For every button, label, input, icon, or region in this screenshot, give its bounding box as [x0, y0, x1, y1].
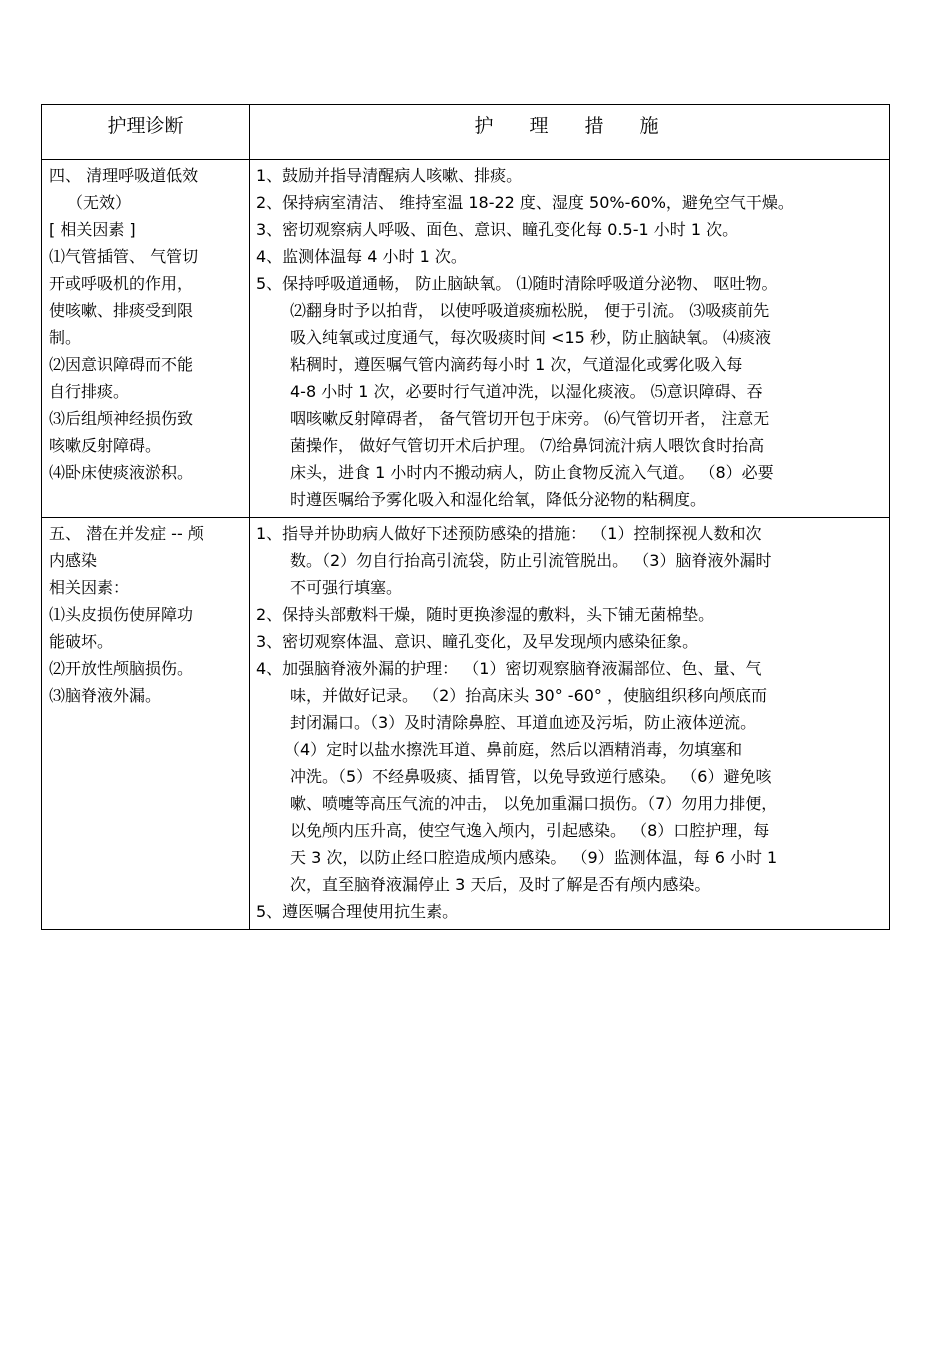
- diagnosis-line: ⑶后组颅神经损伤致: [49, 409, 194, 428]
- measure-line: 吸入纯氧或过度通气，每次吸痰时间 <15 秒，防止脑缺氧。 ⑷痰液: [290, 328, 772, 347]
- header-diagnosis: 护理诊断: [42, 105, 250, 160]
- measure-line: 3、密切观察体温、意识、瞳孔变化，及早发现颅内感染征象。: [256, 632, 699, 651]
- measure-line: 床头，进食 1 小时内不搬动病人，防止食物反流入气道。 （8）必要: [290, 463, 774, 482]
- table-row: [42, 518, 890, 930]
- diagnosis-line: 自行排痰。: [49, 382, 130, 401]
- measure-line: 封闭漏口。（3）及时清除鼻腔、耳道血迹及污垢，防止液体逆流。: [290, 713, 757, 732]
- diagnosis-line: ⑵因意识障碍而不能: [49, 355, 194, 374]
- measure-line: 次，直至脑脊液漏停止 3 天后，及时了解是否有颅内感染。: [290, 875, 711, 894]
- diagnosis-line: 五、 潜在并发症 -- 颅: [49, 524, 204, 543]
- measure-line: 咽咳嗽反射障碍者， 备气管切开包于床旁。 ⑹气管切开者， 注意无: [290, 409, 770, 428]
- measure-line: 4、监测体温每 4 小时 1 次。: [256, 247, 467, 266]
- diagnosis-cell: [42, 160, 250, 518]
- diagnosis-line: ⑶脑脊液外漏。: [49, 686, 162, 705]
- measure-line: 1、鼓励并指导清醒病人咳嗽、排痰。: [256, 166, 523, 185]
- measure-line: 数。（2）勿自行抬高引流袋，防止引流管脱出。 （3）脑脊液外漏时: [290, 551, 772, 570]
- header-measures: 护 理 措 施: [250, 105, 890, 160]
- diagnosis-line: 开或呼吸机的作用，: [49, 274, 194, 293]
- diagnosis-line: ⑴头皮损伤使屏障功: [49, 605, 194, 624]
- diagnosis-cell: [42, 518, 250, 930]
- diagnosis-line: ⑷卧床使痰液淤积。: [49, 463, 194, 482]
- diagnosis-line: ⑴气管插管、 气管切: [49, 247, 199, 266]
- diagnosis-line: 能破坏。: [49, 632, 114, 651]
- measure-line: 1、指导并协助病人做好下述预防感染的措施： （1）控制探视人数和次: [256, 524, 762, 543]
- diagnosis-line: 使咳嗽、排痰受到限: [49, 301, 194, 320]
- diagnosis-line: 内感染: [49, 551, 98, 570]
- diagnosis-line: 相关因素：: [49, 578, 130, 597]
- measure-line: 5、保持呼吸道通畅， 防止脑缺氧。 ⑴随时清除呼吸道分泌物、 呕吐物。: [256, 274, 778, 293]
- measure-line: 4、加强脑脊液外漏的护理： （1）密切观察脑脊液漏部位、色、量、气: [256, 659, 762, 678]
- measure-line: 以免颅内压升高，使空气逸入颅内，引起感染。 （8）口腔护理，每: [290, 821, 770, 840]
- diagnosis-line: ⑵开放性颅脑损伤。: [49, 659, 194, 678]
- diagnosis-line: 咳嗽反射障碍。: [49, 436, 162, 455]
- measure-line: 时遵医嘱给予雾化吸入和湿化给氧，降低分泌物的粘稠度。: [290, 490, 707, 509]
- measure-line: 2、保持头部敷料干燥，随时更换渗湿的敷料，头下铺无菌棉垫。: [256, 605, 715, 624]
- measures-cell: [250, 160, 890, 518]
- measure-line: 3、密切观察病人呼吸、面色、意识、瞳孔变化每 0.5-1 小时 1 次。: [256, 220, 739, 239]
- measure-line: 天 3 次，以防止经口腔造成颅内感染。 （9）监测体温，每 6 小时 1: [290, 848, 778, 867]
- measures-cell: [250, 518, 890, 930]
- measure-line: 2、保持病室清洁、 维持室温 18-22 度、湿度 50%-60%，避免空气干燥。: [256, 193, 794, 212]
- measure-line: 菌操作， 做好气管切开术后护理。 ⑺给鼻饲流汁病人喂饮食时抬高: [290, 436, 765, 455]
- table-row: [42, 160, 890, 518]
- measure-line: 冲洗。（5）不经鼻吸痰、插胃管，以免导致逆行感染。 （6）避免咳: [290, 767, 772, 786]
- measure-line: 5、遵医嘱合理使用抗生素。: [256, 902, 459, 921]
- measure-line: ⑵翻身时予以拍背， 以使呼吸道痰痂松脱， 便于引流。 ⑶吸痰前先: [290, 301, 770, 320]
- measure-line: 4-8 小时 1 次，必要时行气道冲洗，以湿化痰液。 ⑸意识障碍、吞: [290, 382, 763, 401]
- diagnosis-line: [ 相关因素 ]: [49, 220, 136, 239]
- measure-line: （4）定时以盐水擦洗耳道、鼻前庭，然后以酒精消毒，勿填塞和: [284, 740, 743, 759]
- measure-line: 不可强行填塞。: [290, 578, 403, 597]
- table-header-row: [42, 105, 890, 160]
- measure-line: 味，并做好记录。 （2）抬高床头 30° -60° ，使脑组织移向颅底而: [290, 686, 768, 705]
- measure-line: 粘稠时，遵医嘱气管内滴药每小时 1 次，气道湿化或雾化吸入每: [290, 355, 743, 374]
- diagnosis-line: （无效）: [67, 193, 132, 212]
- diagnosis-line: 四、 清理呼吸道低效: [49, 166, 199, 185]
- diagnosis-line: 制。: [49, 328, 82, 347]
- measure-line: 嗽、喷嚏等高压气流的冲击， 以免加重漏口损伤。（7）勿用力排便，: [290, 794, 778, 813]
- nursing-care-table: [41, 104, 890, 930]
